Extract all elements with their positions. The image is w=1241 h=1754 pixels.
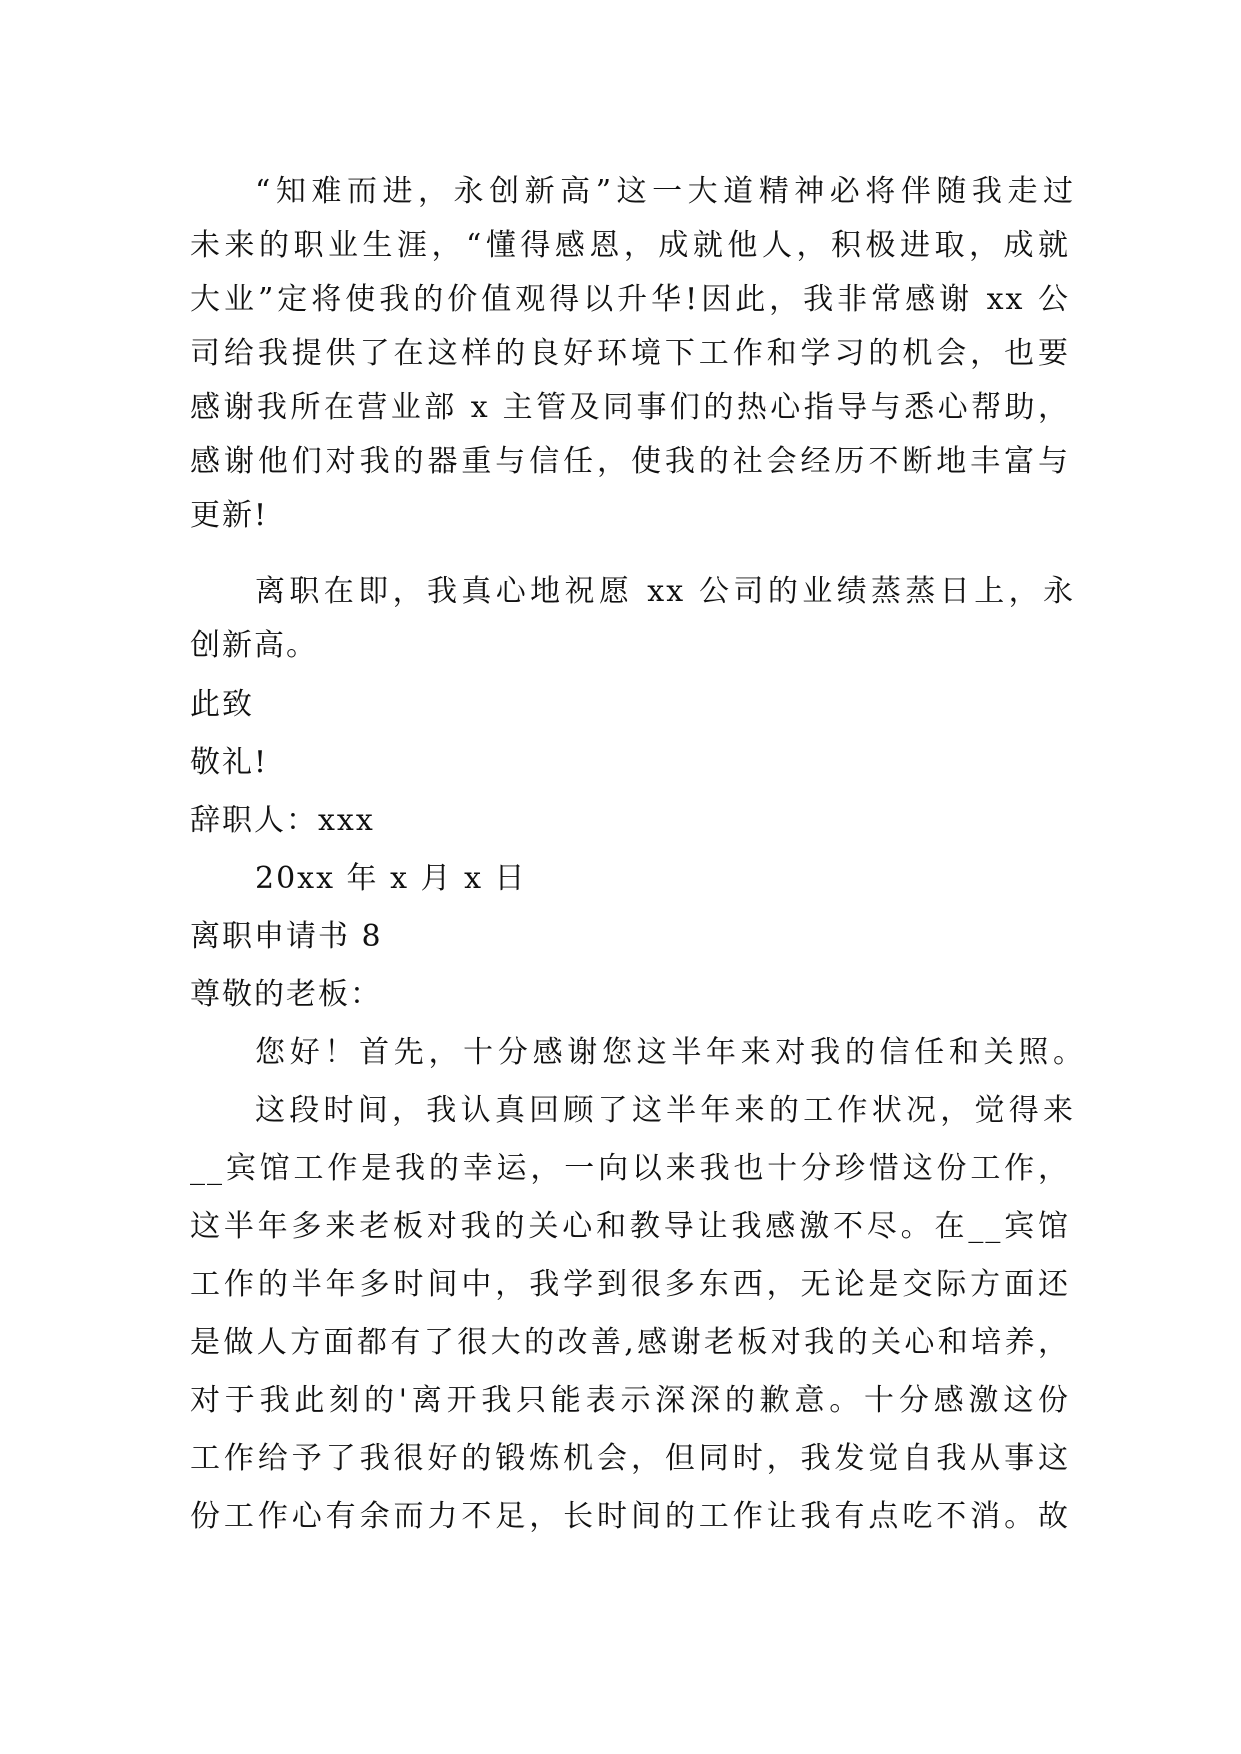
paragraph-line: 份工作心有余而力不足，长时间的工作让我有点吃不消。故 [190,1499,1070,1534]
paragraph-line: 未来的职业生涯，“懂得感恩，成就他人，积极进取，成就 [190,228,1070,263]
paragraph-line: 您好！首先，十分感谢您这半年来对我的信任和关照。 [255,1035,1085,1070]
signature-date: 20xx 年 x 月 x 日 [255,861,527,896]
paragraph-line: 工作给予了我很好的锻炼机会，但同时，我发觉自我从事这 [190,1441,1070,1476]
paragraph-line: “知难而进，永创新高”这一大道精神必将伴随我走过 [255,174,1075,209]
paragraph-line: 大业”定将使我的价值观得以升华!因此，我非常感谢 xx 公 [190,282,1070,317]
paragraph-line: 是做人方面都有了很大的改善,感谢老板对我的关心和培养， [190,1325,1070,1360]
paragraph-line: 离职在即，我真心地祝愿 xx 公司的业绩蒸蒸日上，永 [255,574,1075,609]
section-heading: 离职申请书 8 [190,919,383,954]
paragraph-line: 创新高。 [190,628,318,663]
closing-regards: 敬礼! [190,745,269,780]
signature-name: 辞职人：xxx [190,803,375,838]
paragraph-line: 这半年多来老板对我的关心和教导让我感激不尽。在__宾馆 [190,1209,1070,1244]
closing-salutation: 此致 [190,687,254,722]
paragraph-line: 对于我此刻的'离开我只能表示深深的歉意。十分感激这份 [190,1383,1070,1418]
paragraph-line: 这段时间，我认真回顾了这半年来的工作状况，觉得来 [255,1093,1075,1128]
paragraph-line: 更新! [190,498,269,533]
letter-salutation: 尊敬的老板： [190,977,382,1012]
paragraph-line: __宾馆工作是我的幸运，一向以来我也十分珍惜这份工作， [190,1151,1070,1186]
paragraph-line: 感谢我所在营业部 x 主管及同事们的热心指导与悉心帮助， [190,390,1070,425]
paragraph-line: 司给我提供了在这样的良好环境下工作和学习的机会，也要 [190,336,1070,371]
paragraph-line: 工作的半年多时间中，我学到很多东西，无论是交际方面还 [190,1267,1070,1302]
paragraph-line: 感谢他们对我的器重与信任，使我的社会经历不断地丰富与 [190,444,1070,479]
